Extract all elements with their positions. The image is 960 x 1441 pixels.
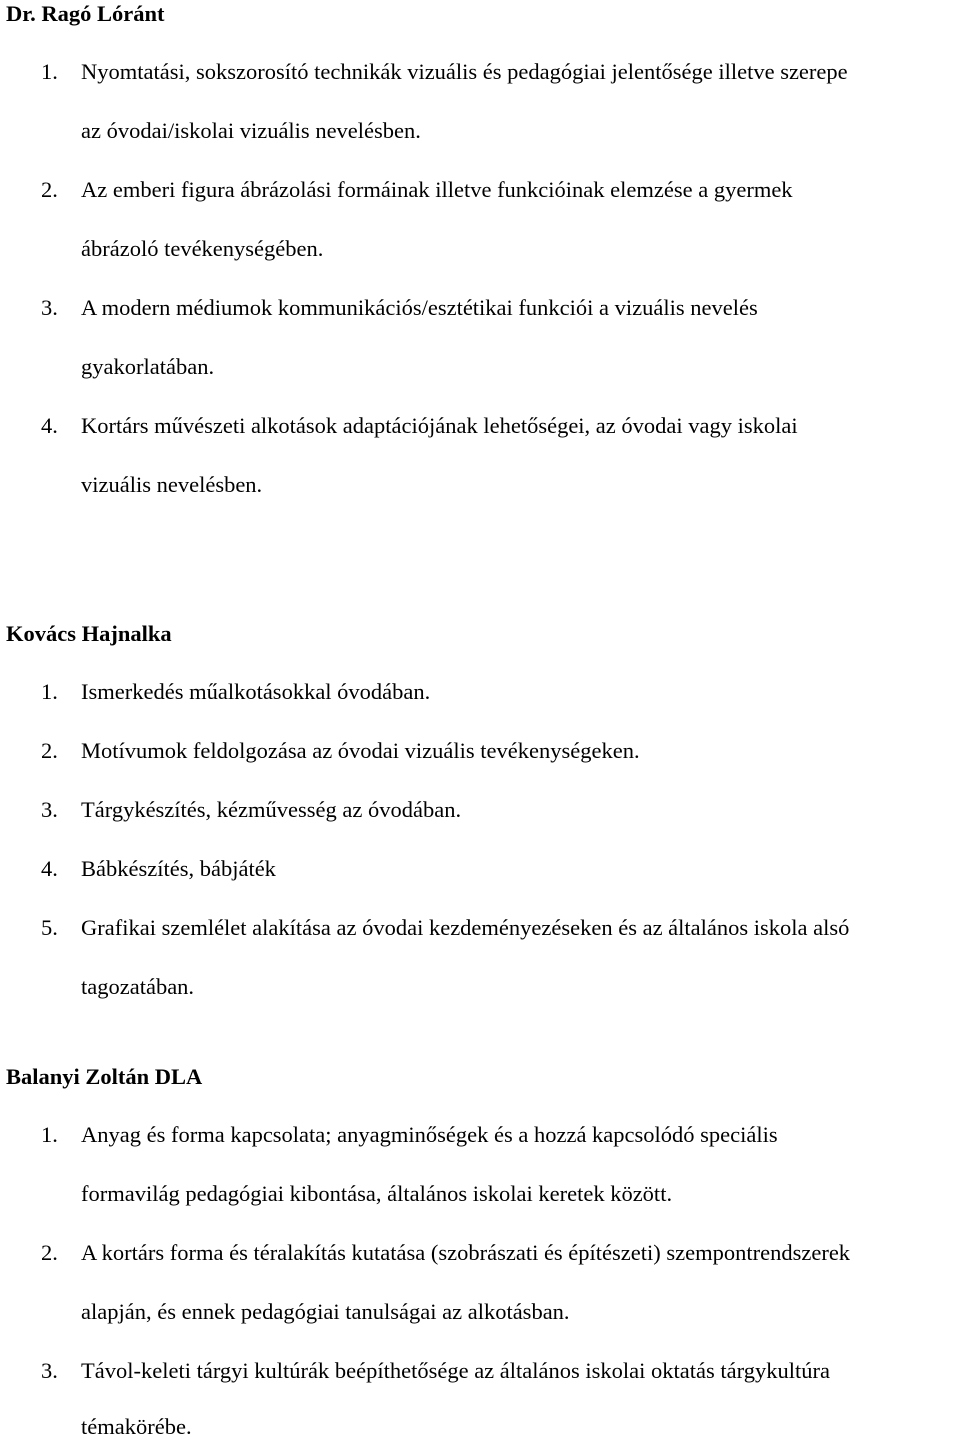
item-number: 4.	[41, 856, 58, 881]
item-number: 5.	[41, 915, 58, 940]
item-number: 4.	[41, 413, 58, 438]
item-text: Bábkészítés, bábjáték	[81, 856, 276, 881]
item-text: formavilág pedagógiai kibontása, általános iskolai keretek között.	[81, 1181, 673, 1206]
item-text: alapján, és ennek pedagógiai tanulságai az alkotásban.	[81, 1299, 570, 1324]
item-text: vizuális nevelésben.	[81, 472, 263, 497]
author-heading: Dr. Ragó Lóránt	[6, 1, 165, 26]
item-number: 1.	[41, 59, 58, 84]
item-text: Motívumok feldolgozása az óvodai vizuális tevékenységeken.	[81, 738, 640, 763]
item-number: 1.	[41, 679, 58, 704]
item-number: 2.	[41, 738, 58, 763]
item-text: Kortárs művészeti alkotások adaptációjának lehetőségei, az óvodai vagy iskolai	[81, 413, 798, 438]
item-text: tagozatában.	[81, 974, 195, 999]
item-number: 3.	[41, 797, 58, 822]
item-text: az óvodai/iskolai vizuális nevelésben.	[81, 118, 421, 143]
item-text: Ismerkedés műalkotásokkal óvodában.	[81, 679, 431, 704]
author-heading: Balanyi Zoltán DLA	[6, 1064, 203, 1089]
item-text: ábrázoló tevékenységében.	[81, 236, 324, 261]
item-number: 1.	[41, 1122, 58, 1147]
item-text: témakörébe.	[81, 1414, 192, 1439]
item-number: 3.	[41, 295, 58, 320]
item-number: 3.	[41, 1358, 58, 1383]
item-text: Anyag és forma kapcsolata; anyagminőségek és a hozzá kapcsolódó speciális	[81, 1122, 778, 1147]
item-text: Nyomtatási, sokszorosító technikák vizuális és pedagógiai jelentősége illetve szerepe	[81, 59, 848, 84]
item-text: Grafikai szemlélet alakítása az óvodai kezdeményezéseken és az általános iskola alsó	[81, 915, 850, 940]
item-number: 2.	[41, 1240, 58, 1265]
item-text: gyakorlatában.	[81, 354, 215, 379]
author-heading: Kovács Hajnalka	[6, 621, 172, 646]
item-text: Az emberi figura ábrázolási formáinak illetve funkcióinak elemzése a gyermek	[81, 177, 793, 202]
item-text: Távol-keleti tárgyi kultúrák beépíthetősége az általános iskolai oktatás tárgykultúra	[81, 1358, 830, 1383]
item-text: A modern médiumok kommunikációs/esztétikai funkciói a vizuális nevelés	[81, 295, 758, 320]
item-number: 2.	[41, 177, 58, 202]
item-text: A kortárs forma és téralakítás kutatása (szobrászati és építészeti) szempontrendszerek	[81, 1240, 851, 1265]
item-text: Tárgykészítés, kézművesség az óvodában.	[81, 797, 462, 822]
